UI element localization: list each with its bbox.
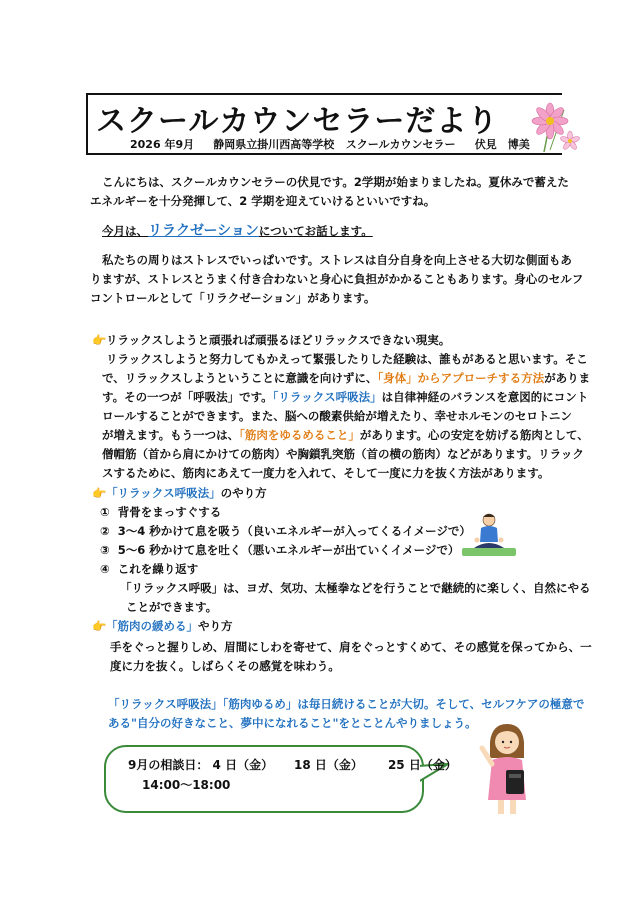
breathing-note-line-1: 「リラックス呼吸」は、ヨガ、気功、太極拳などを行うことで継続的に楽しく、自然にやる: [120, 581, 591, 595]
author-name: 伏見 博美: [474, 138, 530, 151]
step-text: 3～4 秒かけて息を吸う（良いエネルギーが入ってくるイメージで）: [117, 524, 471, 538]
section2-heading: [92, 484, 267, 504]
consultation-label: 9月の相談日：: [128, 758, 209, 772]
section1-line-2: [102, 369, 590, 389]
section2-heading-text: のやり方: [220, 486, 267, 500]
author-role: スクールカウンセラー: [345, 138, 456, 151]
yoga-person-icon: [462, 514, 516, 556]
section1-heading: [92, 331, 450, 351]
step-item: [100, 541, 459, 561]
section3-heading: [92, 617, 233, 637]
closing-line-1: 「リラックス呼吸法」「筋肉ゆるめ」は毎日続けることが大切。そして、セルフケアの極意で: [108, 697, 585, 711]
consultation-dates: [128, 756, 457, 773]
pointing-hand-icon: 👉: [92, 486, 107, 500]
section1-heading-text: リラックスしようと頑張れば頑張るほどリラックスできない現実。: [106, 333, 451, 347]
issue-date: 2026 年9月: [130, 138, 195, 151]
section3-heading-text: やり方: [198, 619, 233, 633]
stress-line-2: りますが、ストレスとうまく付き合わないと身心に負担がかかることもあります。身心のセルフ: [90, 272, 584, 286]
s1-line3c: は自律神経のバランスを意図的にコント: [381, 390, 589, 404]
s1-line2a: で、リラックスしようということに意識を向けずに、: [102, 371, 378, 385]
consultation-time: 14:00～18:00: [142, 778, 231, 792]
stress-line-3: コントロールとして「リラクゼーション」があります。: [90, 291, 376, 305]
step-item: [100, 522, 471, 542]
woman-holding-book-icon: [482, 724, 526, 814]
section1-line-6: 僧帽筋（首から肩にかけての筋肉）や胸鎖乳突筋（首の横の筋肉）などがあります。リラック: [102, 447, 584, 461]
stress-line-1: 私たちの周りはストレスでいっぱいです。ストレスは自分自身を向上させる大切な側面もあ: [102, 253, 572, 267]
breathing-note-line-2: ことができます。: [126, 600, 218, 614]
intro-line-2: エネルギーを十分発揮して、2 学期を迎えていけるといいですね。: [90, 194, 436, 208]
step-number: ④: [100, 562, 110, 576]
intro-line-1: こんにちは、スクールカウンセラーの伏見です。2学期が始まりましたね。夏休みで蓄えた: [102, 175, 569, 189]
section3-heading-highlight: 「筋肉の緩める」: [106, 619, 198, 633]
header-info: [130, 136, 530, 152]
section1-line-4: ロールすることができます。また、脳への酸素供給が増えたり、幸せホルモンのセロトニン: [102, 409, 572, 423]
counselor-illustration: [476, 720, 538, 818]
section3-line-1: 手をぐっと握りしめ、眉間にしわを寄せて、肩をぐっとすくめて、その感覚を保ってから、一: [110, 640, 592, 654]
pointing-hand-icon: 👉: [92, 333, 107, 347]
consultation-date: 25 日（金）: [387, 758, 457, 772]
newsletter-title: スクールカウンセラーだより: [96, 104, 499, 139]
section1-line-1: リラックスしようと努力してもかえって緊張したりした経験は、誰もがあると思います。そこ: [106, 352, 588, 366]
topic-prefix: 今月は、: [102, 224, 148, 238]
s1-line2c: がありま: [544, 371, 591, 385]
section1-line-5: [102, 426, 589, 446]
pointing-hand-icon: 👉: [92, 619, 107, 633]
flower-icon: [532, 103, 580, 152]
school-name: 静岡県立掛川西高等学校: [213, 138, 335, 151]
section1-line-3: [102, 388, 588, 408]
topic-suffix: についてお話します。: [258, 224, 373, 238]
step-item: [100, 503, 221, 523]
section1-line-7: スするために、筋肉にあえて一度力を入れて、そして一度に力を抜く方法があります。: [102, 466, 550, 480]
closing-line-2: ある"自分の好きなこと、夢中になれること"をとことんやりましょう。: [108, 716, 477, 730]
cosmos-flower-illustration: [520, 92, 580, 154]
step-number: ②: [100, 524, 110, 538]
step-text: 背骨をまっすぐする: [117, 505, 222, 519]
step-item: [100, 560, 198, 580]
step-number: ①: [100, 505, 110, 519]
s1-line5a: が増えます。もう一つは、: [102, 428, 240, 442]
consultation-date: 18 日（金）: [293, 758, 363, 772]
step-text: これを繰り返す: [117, 562, 199, 576]
muscle-relax-highlight: 「筋肉をゆるめること」: [239, 428, 360, 442]
meditating-person-illustration: [460, 512, 518, 558]
section3-line-2: 度に力を抜く。しばらくその感覚を味わう。: [110, 659, 340, 673]
section2-heading-highlight: 「リラックス呼吸法」: [106, 486, 221, 500]
topic-line: [102, 222, 373, 242]
relax-breathing-highlight: 「リラックス呼吸法」: [272, 390, 382, 404]
topic-highlight: リラクゼーション: [148, 223, 259, 239]
s1-line5c: があります。心の安定を妨げる筋肉として、: [359, 428, 589, 442]
body-approach-highlight: 「身体」からアプローチする方法: [377, 371, 545, 385]
s1-line3a: す。その一つが「呼吸法」です。: [102, 390, 273, 404]
step-text: 5～6 秒かけて息を吐く（悪いエネルギーが出ていくイメージで）: [117, 543, 460, 557]
consultation-date: 4 日（金）: [212, 758, 274, 772]
step-number: ③: [100, 543, 110, 557]
